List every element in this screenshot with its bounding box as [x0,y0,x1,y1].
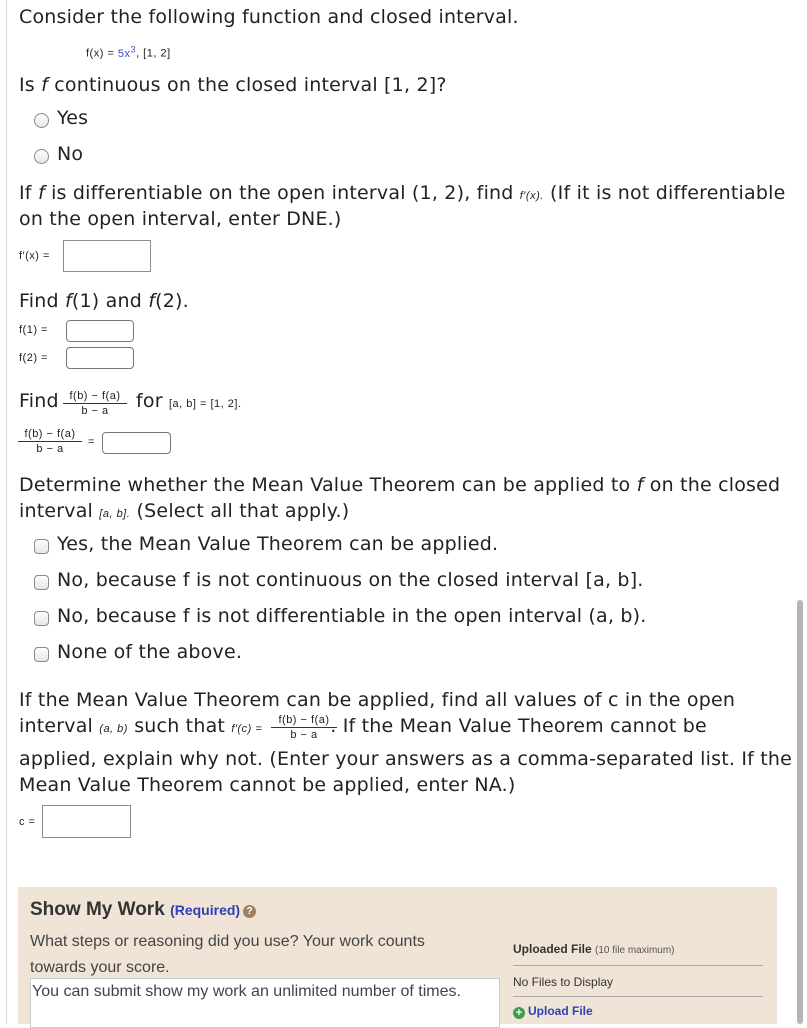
upload-file-button[interactable]: + Upload File [513,1004,593,1019]
show-my-work-title: Show My Work (Required) ? [30,899,256,921]
checkbox-not-continuous-label[interactable]: No, because f is not continuous on the closed interval [a, b]. [57,569,644,591]
checkbox-mvt-yes-label[interactable]: Yes, the Mean Value Theorem can be applied. [57,533,499,555]
uploaded-file-heading: Uploaded File (10 file maximum) [513,942,675,956]
interval-condition: [a, b] = [1, 2]. [169,398,242,410]
function-expression: $5x^3$ [117,44,137,60]
question-mvt-line2: interval [a, b]. (Select all that apply.) [19,500,350,522]
fprime-label: f′(x) = [19,250,50,262]
c-input[interactable] [42,805,131,838]
work-description: What steps or reasoning did you use? Your work counts towards your score. [30,933,425,976]
equals-sign: = [88,436,95,448]
work-textarea-placeholder: You can submit show my work an unlimited number of times. [32,983,461,1000]
for-text: for [136,390,163,412]
checkbox-not-differentiable-label[interactable]: No, because f is not differentiable in the open interval (a, b). [57,605,647,627]
question-find-c: If the Mean Value Theorem can be applied, find all values of c in the open [19,689,736,711]
c-label: c = [19,816,36,828]
no-files-text: No Files to Display [513,975,614,989]
checkbox-none[interactable] [34,647,49,662]
left-border [6,0,7,1024]
checkbox-mvt-yes[interactable] [34,539,49,554]
scrollbar[interactable] [797,600,803,1024]
divider [513,996,763,997]
f2-input[interactable] [66,347,134,369]
required-label: (Required) [170,902,241,918]
question-continuity: Is f continuous on the closed interval [1, 2]? [19,74,447,96]
radio-no[interactable] [34,149,49,164]
f1-label: f(1) = [19,324,48,336]
checkbox-not-differentiable[interactable] [34,611,49,626]
plus-icon: + [513,1007,525,1019]
function-definition: $f(x) = 5x^3$, [1, 2] [86,44,171,60]
checkbox-none-label[interactable]: None of the above. [57,641,243,663]
question-find-c-line4: Mean Value Theorem cannot be applied, enter NA.) [19,774,516,796]
question-find-quotient: Find [19,390,59,412]
radio-yes[interactable] [34,113,49,128]
quotient-input[interactable] [102,432,171,454]
f2-label: f(2) = [19,352,48,364]
radio-yes-label[interactable]: Yes [57,107,89,129]
divider [513,965,763,966]
question-find-c-line2: interval (a, b) such that f′(c) = . If the Mean Value Theorem cannot be [19,715,707,737]
question-mvt: Determine whether the Mean Value Theorem can be applied to f on the closed [19,474,781,496]
question-derivative: If f is differentiable on the open interval (1, 2), find f′(x). (If it is not differentiable [19,182,786,204]
question-find-c-line3: applied, explain why not. (Enter your answers as a comma-separated list. If the [19,748,793,770]
intro-text: Consider the following function and closed interval. [19,6,519,28]
help-icon[interactable]: ? [243,905,256,918]
radio-no-label[interactable]: No [57,143,84,165]
f1-input[interactable] [66,320,134,342]
mvt-fraction: $\frac{f(b) - f(a)}{b - a}$ [271,714,337,741]
quotient-fraction: $\frac{f(b) - f(a)}{b - a}$ [63,390,127,417]
question-find-values: Find f(1) and f(2). [19,290,189,312]
quotient-fraction-label: $\frac{f(b) - f(a)}{b - a}$ [18,428,82,455]
fprime-input[interactable] [63,240,151,272]
checkbox-not-continuous[interactable] [34,575,49,590]
show-my-work-panel [18,887,777,1024]
question-derivative-line2: on the open interval, enter DNE.) [19,208,342,230]
